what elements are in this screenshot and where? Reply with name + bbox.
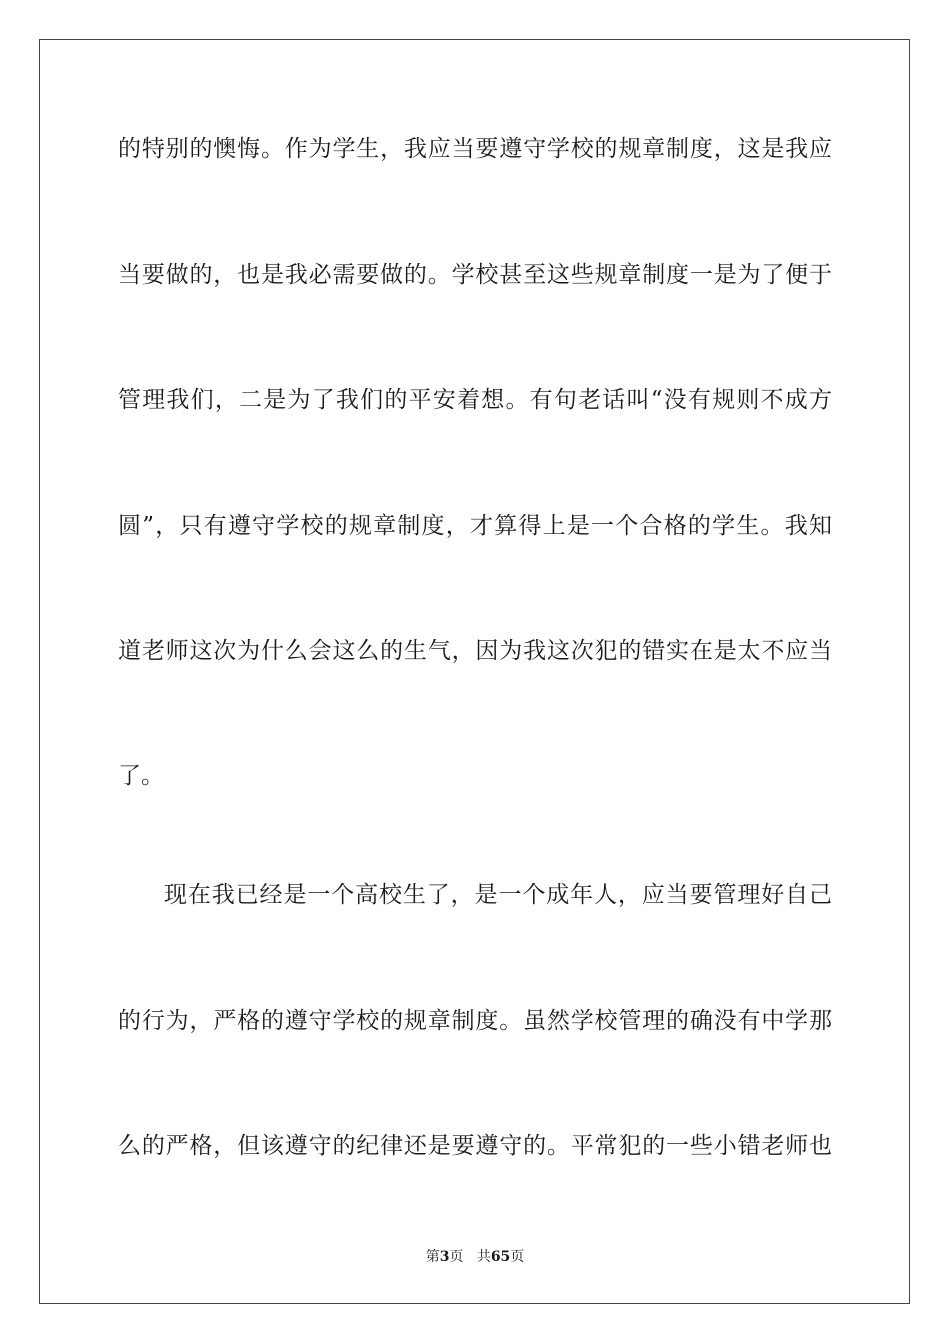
paragraph-line: 道老师这次为什么会这么的生气，因为我这次犯的错实在是太不应当 xyxy=(118,638,832,664)
page-border xyxy=(39,39,910,1304)
page-footer xyxy=(0,1248,950,1266)
paragraph-line: 现在我已经是一个高校生了，是一个成年人，应当要管理好自己 xyxy=(164,882,832,908)
paragraph-line: 管理我们，二是为了我们的平安着想。有句老话叫“没有规则不成方 xyxy=(118,387,832,413)
paragraph-line: 么的严格，但该遵守的纪律还是要遵守的。平常犯的一些小错老师也 xyxy=(118,1133,832,1159)
footer-total-prefix: 共 xyxy=(476,1249,491,1265)
paragraph-line: 圆”，只有遵守学校的规章制度，才算得上是一个合格的学生。我知 xyxy=(118,513,832,539)
footer-page-number: 3 xyxy=(439,1249,450,1265)
footer-page-prefix: 第 xyxy=(425,1249,440,1265)
paragraph-line: 的行为，严格的遵守学校的规章制度。虽然学校管理的确没有中学那 xyxy=(118,1008,832,1034)
footer-total-suffix: 页 xyxy=(510,1249,525,1265)
paragraph-line: 的特别的懊悔。作为学生，我应当要遵守学校的规章制度，这是我应 xyxy=(118,136,832,162)
paragraph-line: 当要做的，也是我必需要做的。学校甚至这些规章制度一是为了便于 xyxy=(118,262,832,288)
footer-total-pages: 65 xyxy=(490,1249,511,1265)
footer-page-suffix: 页 xyxy=(449,1249,464,1265)
paragraph-line: 了。 xyxy=(118,763,164,789)
